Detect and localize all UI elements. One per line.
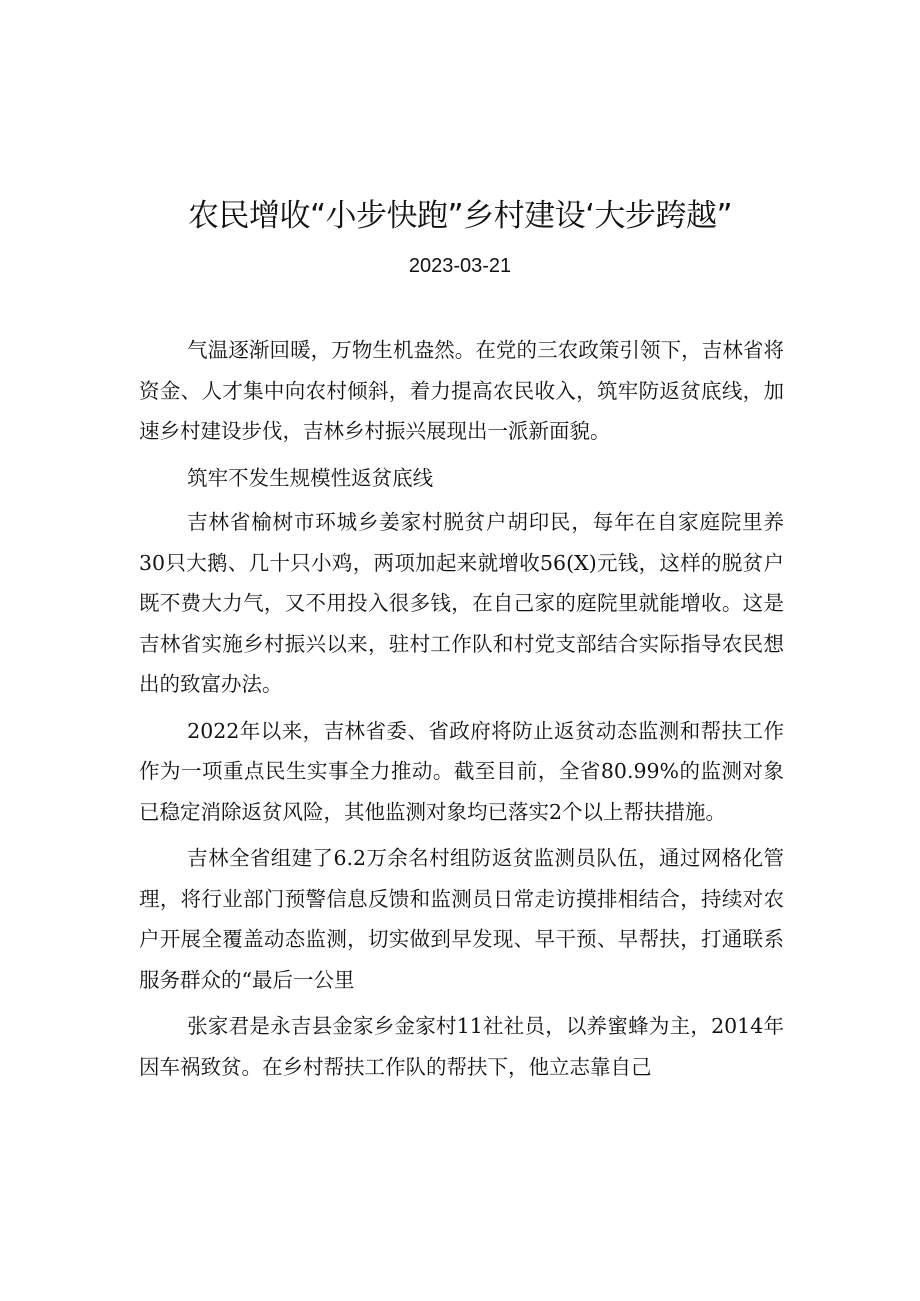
paragraph-zhang-jiajun: 张家君是永吉县金家乡金家村11社社员，以养蜜蜂为主，2014年因车祸致贫。在乡村帮扶工作队的帮扶下，他立志靠自己 — [139, 1014, 784, 1079]
article-title: 农民增收“小步快跑”乡村建设‘大步跨越” — [187, 198, 733, 234]
article-body — [139, 330, 784, 1093]
section-heading: 筑牢不发生规模性返贫底线 — [187, 465, 434, 490]
paragraph-intro: 气温逐渐回暖，万物生机盎然。在党的三农政策引领下，吉林省将资金、人才集中向农村倾斜，着力提高农民收入，筑牢防返贫底线，加速乡村建设步伐，吉林乡村振兴展现出一派新面貌。 — [139, 338, 784, 443]
paragraph-monitor-team: 吉林全省组建了6.2万余名村组防返贫监测员队伍，通过网格化管理，将行业部门预警信息反馈和监测员日常走访摸排相结合，持续对农户开展全覆盖动态监测，切实做到早发现、早干预、早帮扶，打通联系服务群众的“最后一公里 — [139, 846, 784, 992]
paragraph-monitoring: 2022年以来，吉林省委、省政府将防止返贫动态监测和帮扶工作作为一项重点民生实事全力推动。截至目前，全省80.99%的监测对象已稳定消除返贫风险，其他监测对象均已落实2个以上帮扶措施。 — [139, 718, 784, 824]
paragraph-yushu: 吉林省榆树市环城乡姜家村脱贫户胡印民，每年在自家庭院里养30只大鹅、几十只小鸡，两项加起来就增收56(X)元钱，这样的脱贫户既不费大力气，又不用投入很多钱，在自己家的庭院里就能增收。这是吉林省实施乡村振兴以来，驻村工作队和村党支部结合实际指导农民想出的致富办法。 — [139, 510, 784, 696]
article-date: 2023-03-21 — [408, 255, 512, 277]
